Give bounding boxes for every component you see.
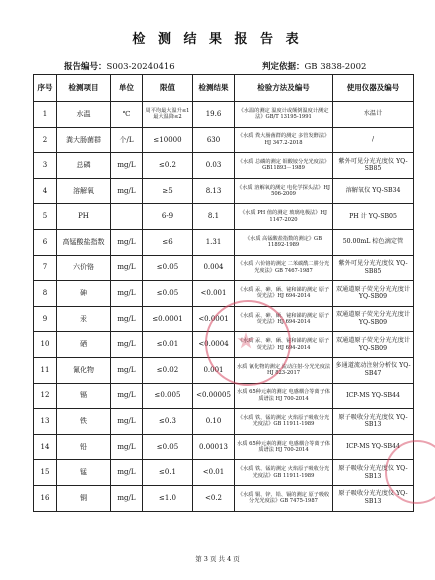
cell-unit: mg/L: [111, 281, 143, 307]
cell-result: 0.001: [193, 357, 235, 383]
table-row: [34, 409, 414, 435]
col-header-unit: 单位: [111, 75, 143, 102]
table-row: [34, 153, 414, 179]
cell-limit: 周平均最大温升≤1 最大温降≤2: [143, 102, 193, 128]
cell-limit: ≤0.01: [143, 332, 193, 358]
cell-method: 《水质 铁、锰的测定 火焰原子吸收分光光度法》GB 11911-1989: [235, 460, 333, 486]
table-row: [34, 383, 414, 409]
cell-result: <0.001: [193, 281, 235, 307]
cell-result: 0.10: [193, 409, 235, 435]
cell-instrument: /: [333, 127, 414, 153]
cell-unit: mg/L: [111, 306, 143, 332]
table-row: [34, 485, 414, 511]
cell-item: 砷: [57, 281, 111, 307]
cell-method: 《水质 汞、砷、硒、铋和锑的测定 原子荧光法》HJ 694-2014: [235, 281, 333, 307]
cell-unit: mg/L: [111, 383, 143, 409]
cell-no: 4: [34, 178, 57, 204]
cell-result: <0.2: [193, 485, 235, 511]
cell-no: 5: [34, 204, 57, 230]
cell-item: 汞: [57, 306, 111, 332]
cell-limit: ≤0.05: [143, 434, 193, 460]
cell-limit: ≤0.005: [143, 383, 193, 409]
cell-item: 铁: [57, 409, 111, 435]
cell-item: 水温: [57, 102, 111, 128]
cell-instrument: 50.00mL 棕色滴定管: [333, 229, 414, 255]
cell-limit: ≤10000: [143, 127, 193, 153]
cell-result: <0.0001: [193, 306, 235, 332]
cell-method: 水质 氰化物的测定 流动注射-分光光度法 HJ 823-2017: [235, 357, 333, 383]
cell-limit: ≤0.02: [143, 357, 193, 383]
cell-result: 0.004: [193, 255, 235, 281]
table-row: [34, 255, 414, 281]
cell-method: 《水质 铜、锌、铅、镉的测定 原子吸收分光光度法》GB 7475-1987: [235, 485, 333, 511]
cell-item: PH: [57, 204, 111, 230]
cell-method: 《水质 粪大肠菌群的测定 多管发酵法》HJ 347.2-2018: [235, 127, 333, 153]
cell-item: 六价铬: [57, 255, 111, 281]
cell-limit: ≤0.05: [143, 255, 193, 281]
report-title: 检 测 结 果 报 告 表: [132, 32, 303, 47]
cell-limit: ≤0.05: [143, 281, 193, 307]
table-header-row: [34, 75, 414, 102]
cell-instrument: 原子吸收分光光度仪 YQ-SB13: [333, 409, 414, 435]
cell-instrument: PH 计 YQ-SB05: [333, 204, 414, 230]
cell-method: 《水质 汞、砷、硒、铋和锑的测定 原子荧光法》HJ 694-2014: [235, 332, 333, 358]
report-number: [64, 60, 175, 72]
table-row: [34, 204, 414, 230]
cell-limit: ≤6: [143, 229, 193, 255]
table-row: [34, 102, 414, 128]
cell-no: 8: [34, 281, 57, 307]
cell-result: 0.00013: [193, 434, 235, 460]
judgement-basis-label: 判定依据：: [262, 62, 305, 72]
cell-instrument: 原子吸收分光光度仪 YQ-SB13: [333, 460, 414, 486]
cell-instrument: 双通道原子荧光分光光度计 YQ-SB09: [333, 306, 414, 332]
cell-unit: [111, 204, 143, 230]
cell-no: 3: [34, 153, 57, 179]
cell-item: 铅: [57, 434, 111, 460]
cell-method: 《水质 铁、锰的测定 火焰原子吸收分光光度法》GB 11911-1989: [235, 409, 333, 435]
cell-unit: mg/L: [111, 229, 143, 255]
cell-limit: ≤0.1: [143, 460, 193, 486]
cell-unit: 个/L: [111, 127, 143, 153]
cell-no: 7: [34, 255, 57, 281]
cell-no: 1: [34, 102, 57, 128]
cell-result: 630: [193, 127, 235, 153]
cell-no: 10: [34, 332, 57, 358]
cell-item: 总磷: [57, 153, 111, 179]
cell-item: 锰: [57, 460, 111, 486]
cell-limit: ≤0.0001: [143, 306, 193, 332]
cell-limit: ≤0.3: [143, 409, 193, 435]
table-row: [34, 127, 414, 153]
cell-instrument: 双通道原子荧光分光光度计 YQ-SB09: [333, 332, 414, 358]
table-row: [34, 460, 414, 486]
cell-no: 6: [34, 229, 57, 255]
col-header-item: 检测项目: [57, 75, 111, 102]
cell-instrument: ICP-MS YQ-SB44: [333, 383, 414, 409]
col-header-limit: 限值: [143, 75, 193, 102]
cell-no: 15: [34, 460, 57, 486]
cell-limit: ≤1.0: [143, 485, 193, 511]
cell-unit: mg/L: [111, 357, 143, 383]
cell-method: 《水质 总磷的测定 钼酸铵分光光度法》GB11893－1989: [235, 153, 333, 179]
cell-item: 镉: [57, 383, 111, 409]
page-indicator: 第 3 页 共 4 页: [195, 555, 240, 563]
cell-result: <0.0004: [193, 332, 235, 358]
cell-instrument: 多通道流动注射分析仪 YQ-SB47: [333, 357, 414, 383]
cell-limit: ≥5: [143, 178, 193, 204]
table-row: [34, 434, 414, 460]
cell-method: 水质 65种元素的测定 电感耦合等离子体质谱法 HJ 700-2014: [235, 383, 333, 409]
cell-no: 13: [34, 409, 57, 435]
cell-result: 8.1: [193, 204, 235, 230]
col-header-method: 检验方法及编号: [235, 75, 333, 102]
cell-result: 8.13: [193, 178, 235, 204]
cell-method: 《水质 溶解氧的测定 电化学探头法》HJ 506-2009: [235, 178, 333, 204]
cell-method: 《水质 汞、砷、硒、铋和锑的测定 原子荧光法》HJ 694-2014: [235, 306, 333, 332]
cell-result: 1.31: [193, 229, 235, 255]
cell-unit: mg/L: [111, 409, 143, 435]
col-header-no: 序号: [34, 75, 57, 102]
cell-limit: ≤0.2: [143, 153, 193, 179]
cell-item: 溶解氧: [57, 178, 111, 204]
cell-no: 9: [34, 306, 57, 332]
col-header-instrument: 使用仪器及编号: [333, 75, 414, 102]
cell-result: 0.03: [193, 153, 235, 179]
cell-method: 《水质 高锰酸盐指数的测定》GB 11892-1989: [235, 229, 333, 255]
cell-result: <0.01: [193, 460, 235, 486]
cell-instrument: 紫外可见分光光度仪 YQ-SB85: [333, 153, 414, 179]
inspection-seal-icon: [205, 300, 291, 386]
cell-item: 硒: [57, 332, 111, 358]
judgement-basis-value: GB 3838-2002: [304, 62, 367, 72]
cell-no: 16: [34, 485, 57, 511]
cell-unit: ℃: [111, 102, 143, 128]
cell-no: 2: [34, 127, 57, 153]
cell-item: 粪大肠菌群: [57, 127, 111, 153]
cell-unit: mg/L: [111, 255, 143, 281]
table-row: [34, 178, 414, 204]
cell-result: 19.6: [193, 102, 235, 128]
cell-instrument: ICP-MS YQ-SB44: [333, 434, 414, 460]
cell-unit: mg/L: [111, 153, 143, 179]
cell-no: 14: [34, 434, 57, 460]
cell-unit: mg/L: [111, 434, 143, 460]
table-row: [34, 229, 414, 255]
cell-no: 12: [34, 383, 57, 409]
cell-method: 《水温的测定 温度计或颠倒温度计测定法》GB/T 13195-1991: [235, 102, 333, 128]
judgement-basis: [262, 60, 366, 72]
cell-instrument: 水温计: [333, 102, 414, 128]
report-number-value: S003-20240416: [106, 62, 175, 72]
cell-item: 高锰酸盐指数: [57, 229, 111, 255]
cell-unit: mg/L: [111, 178, 143, 204]
cell-unit: mg/L: [111, 460, 143, 486]
cell-instrument: 双通道原子荧光分光光度计 YQ-SB09: [333, 281, 414, 307]
cell-result: <0.00005: [193, 383, 235, 409]
cell-instrument: 原子吸收分光光度仪 YQ-SB13: [333, 485, 414, 511]
col-header-result: 检测结果: [193, 75, 235, 102]
cell-item: 铜: [57, 485, 111, 511]
cell-limit: 6-9: [143, 204, 193, 230]
cell-method: 《水质 PH 值的测定 玻璃电极法》HJ 1147-2020: [235, 204, 333, 230]
table-row: [34, 281, 414, 307]
cell-method: 《水质 六价铬的测定 二苯碳酰二肼分光光度法》GB 7467-1987: [235, 255, 333, 281]
report-number-label: 报告编号：: [64, 62, 107, 72]
cell-method: 水质 65种元素的测定 电感耦合等离子体质谱法 HJ 700-2014: [235, 434, 333, 460]
cell-unit: mg/L: [111, 332, 143, 358]
cell-item: 氰化物: [57, 357, 111, 383]
cell-no: 11: [34, 357, 57, 383]
cell-instrument: 紫外可见分光光度仪 YQ-SB85: [333, 255, 414, 281]
cell-unit: mg/L: [111, 485, 143, 511]
cell-instrument: 溶解氧仪 YQ-SB34: [333, 178, 414, 204]
results-table: [33, 74, 414, 512]
